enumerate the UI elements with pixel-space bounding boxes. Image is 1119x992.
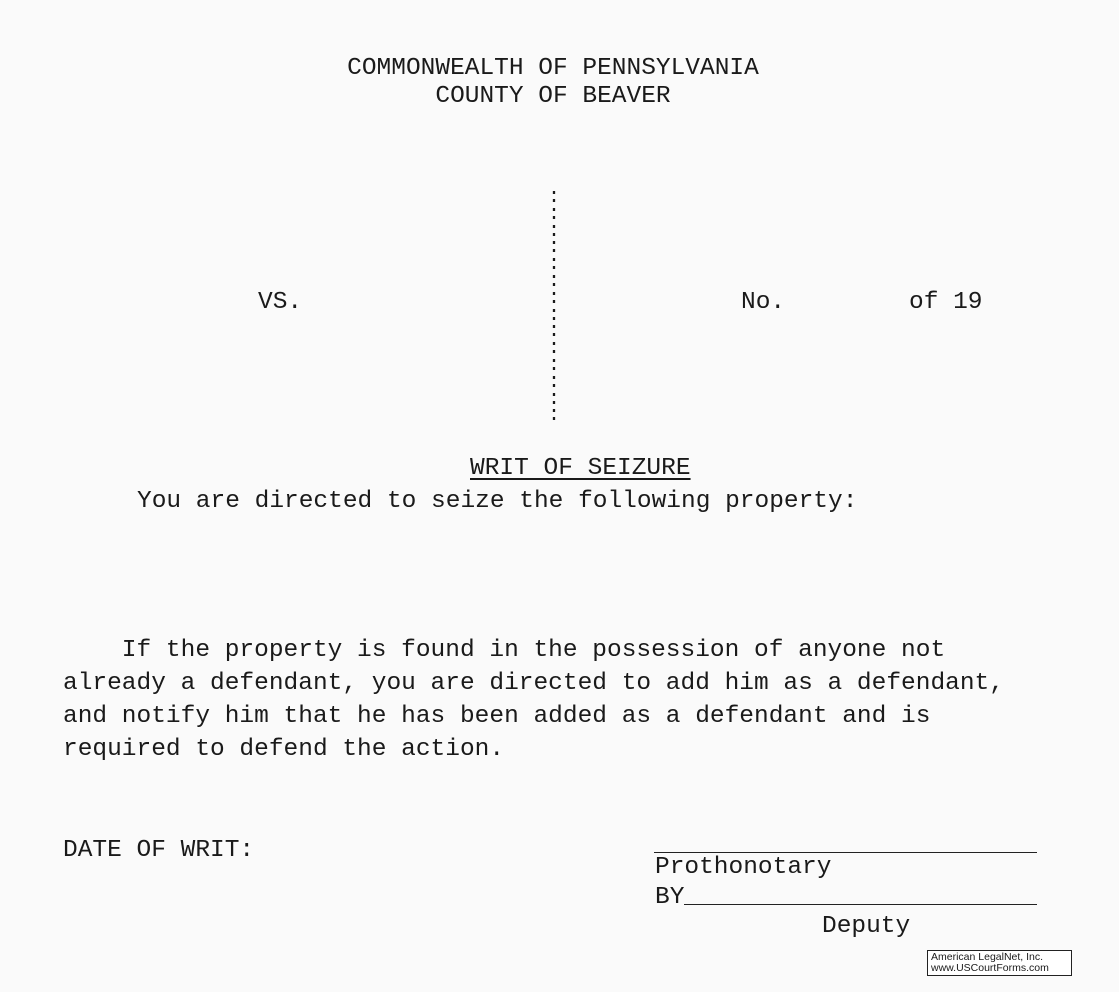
badge-line-2: www.USCourtForms.com (931, 962, 1049, 974)
separator-colon: : (547, 337, 560, 361)
deputy-label: Deputy (822, 913, 911, 940)
separator-colon: : (547, 320, 560, 344)
separator-colon: : (547, 303, 560, 327)
document-title: WRIT OF SEIZURE (470, 455, 691, 482)
separator-colon: : (547, 236, 560, 260)
directive-text: You are directed to seize the following property: (137, 488, 858, 515)
separator-colon: : (547, 186, 560, 209)
separator-colon: : (547, 269, 560, 293)
separator-colon: : (547, 219, 560, 243)
header-line-1: COMMONWEALTH OF PENNSYLVANIA (347, 55, 759, 82)
separator-colon: : (547, 202, 560, 226)
prothonotary-label: Prothonotary (655, 854, 832, 881)
paragraph-line: and notify him that he has been added as a defendant and is (63, 703, 931, 730)
separator-colon: : (547, 404, 560, 428)
deputy-signature-line (684, 904, 1037, 905)
separator-colon: : (547, 286, 560, 310)
caption-vs: VS. (258, 289, 303, 316)
separator-colon: : (547, 387, 560, 411)
date-of-writ-label: DATE OF WRIT: (63, 837, 255, 864)
caption-number-label: No. (741, 289, 786, 316)
publisher-badge (927, 950, 1072, 976)
caption-separator (546, 186, 562, 428)
caption-year: of 19 (909, 289, 983, 316)
separator-colon: : (547, 253, 560, 277)
paragraph-line: If the property is found in the possession of anyone not (63, 637, 946, 664)
paragraph-line: already a defendant, you are directed to add him as a defendant, (63, 670, 1004, 697)
prothonotary-signature-line (654, 852, 1037, 853)
separator-colon: : (547, 353, 560, 377)
header-line-2: COUNTY OF BEAVER (435, 83, 671, 110)
badge-line-1: American LegalNet, Inc. (931, 951, 1044, 963)
by-label: BY (655, 884, 685, 911)
separator-colon: : (547, 370, 560, 394)
paragraph-line: required to defend the action. (63, 736, 505, 763)
